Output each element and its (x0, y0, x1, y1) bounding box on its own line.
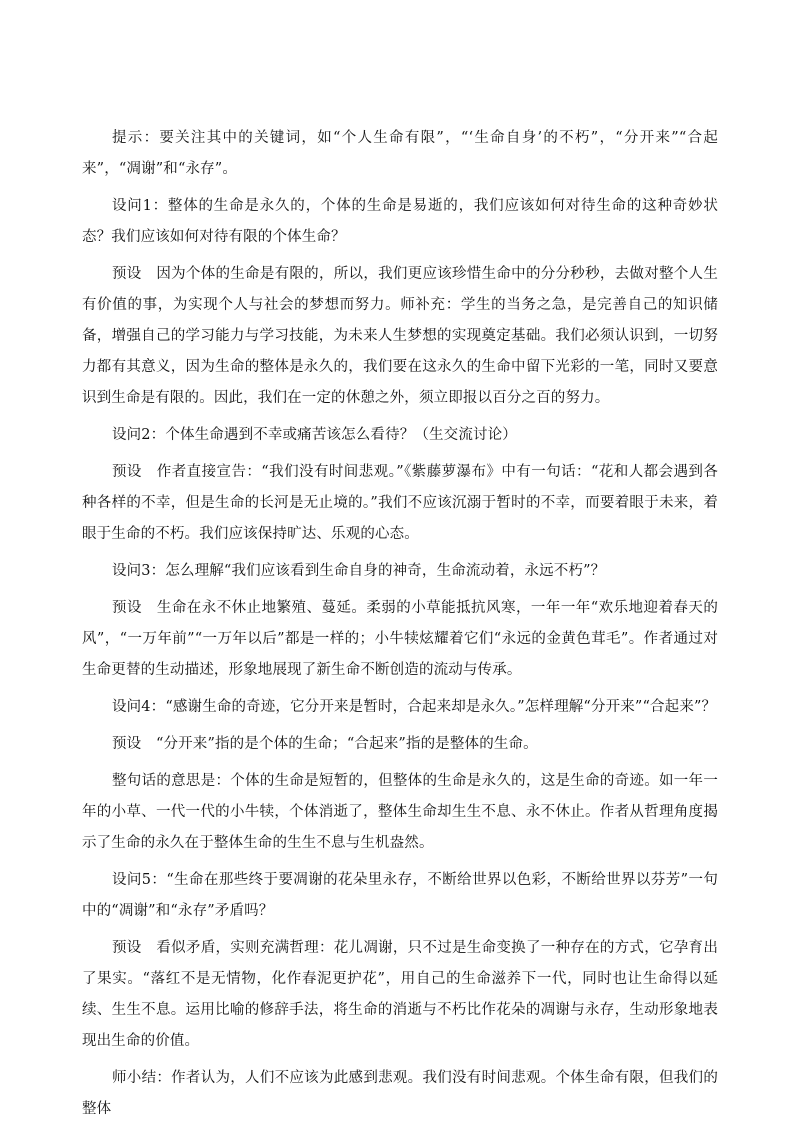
question-3: 设问3：怎么理解“我们应该看到生命自身的神奇，生命流动着，永远不朽”？ (112, 563, 606, 579)
answer-5: 预设 看似矛盾，实则充满哲理：花儿凋谢，只不过是生命变换了一种存在的方式，它孕育出了果实。“落红不是无情物，化作春泥更护花”，用自己的生命滋养下一代，同时也让生命得以延续、生生不息。运用比喻的修辞手法，将生命的消逝与不朽比作花朵的凋谢与永存，生动形象地表现出生命的价值。 (82, 940, 718, 1049)
question-1: 设问1：整体的生命是永久的，个体的生命是易逝的，我们应该如何对待生命的这种奇妙状态？我们应该如何对待有限的个体生命？ (82, 198, 718, 245)
teacher-summary: 师小结：作者认为，人们不应该为此感到悲观。我们没有时间悲观。个体生命有限，但我们的整体 (82, 1070, 718, 1117)
document-page (82, 123, 718, 1131)
hint-paragraph: 提示：要关注其中的关键词，如“个人生命有限”，“‘生命自身’的不朽”，“分开来”“合起来”，“凋谢”和“永存”。 (82, 130, 718, 177)
question-4: 设问4：“感谢生命的奇迹，它分开来是暂时，合起来却是永久。”怎样理解“分开来”“合起来”？ (112, 699, 717, 715)
question-5: 设问5：“生命在那些终于要凋谢的花朵里永存，不断给世界以色彩，不断给世界以芬芳”一句中的“凋谢”和“永存”矛盾吗？ (82, 872, 718, 919)
answer-4-explanation: 整句话的意思是：个体的生命是短暂的，但整体的生命是永久的，这是生命的奇迹。如一年一年的小草、一代一代的小牛犊，个体消逝了，整体生命却生生不息、永不休止。作者从哲理角度揭示了生命的永久在于整体生命的生生不息与生机盎然。 (82, 773, 718, 851)
answer-2: 预设 作者直接宣告：“我们没有时间悲观。”《紫藤萝瀑布》中有一句话：“花和人都会遇到各种各样的不幸，但是生命的长河是无止境的。”我们不应该沉溺于暂时的不幸，而要着眼于未来，着眼于生命的不朽。我们应该保持旷达、乐观的心态。 (82, 464, 718, 542)
answer-3: 预设 生命在永不休止地繁殖、蔓延。柔弱的小草能抵抗风寒，一年一年“欢乐地迎着春天的风”，“一万年前”“一万年以后”都是一样的；小牛犊炫耀着它们“永远的金黄色茸毛”。作者通过对生命更替的生动描述，形象地展现了新生命不断创造的流动与传承。 (82, 600, 718, 678)
answer-4: 预设 “分开来”指的是个体的生命；“合起来”指的是整体的生命。 (112, 736, 538, 752)
answer-1: 预设 因为个体的生命是有限的，所以，我们更应该珍惜生命中的分分秒秒，去做对整个人生有价值的事，为实现个人与社会的梦想而努力。师补充：学生的当务之急，是完善自己的知识储备，增强自己的学习能力与学习技能，为未来人生梦想的实现奠定基础。我们必须认识到，一切努力都有其意义，因为生命的整体是永久的，我们要在这永久的生命中留下光彩的一笔，同时又要意识到生命是有限的。因此，我们在一定的休憩之外，须立即报以百分之百的努力。 (82, 266, 718, 406)
question-2: 设问2：个体生命遇到不幸或痛苦该怎么看待？（生交流讨论） (112, 427, 517, 443)
